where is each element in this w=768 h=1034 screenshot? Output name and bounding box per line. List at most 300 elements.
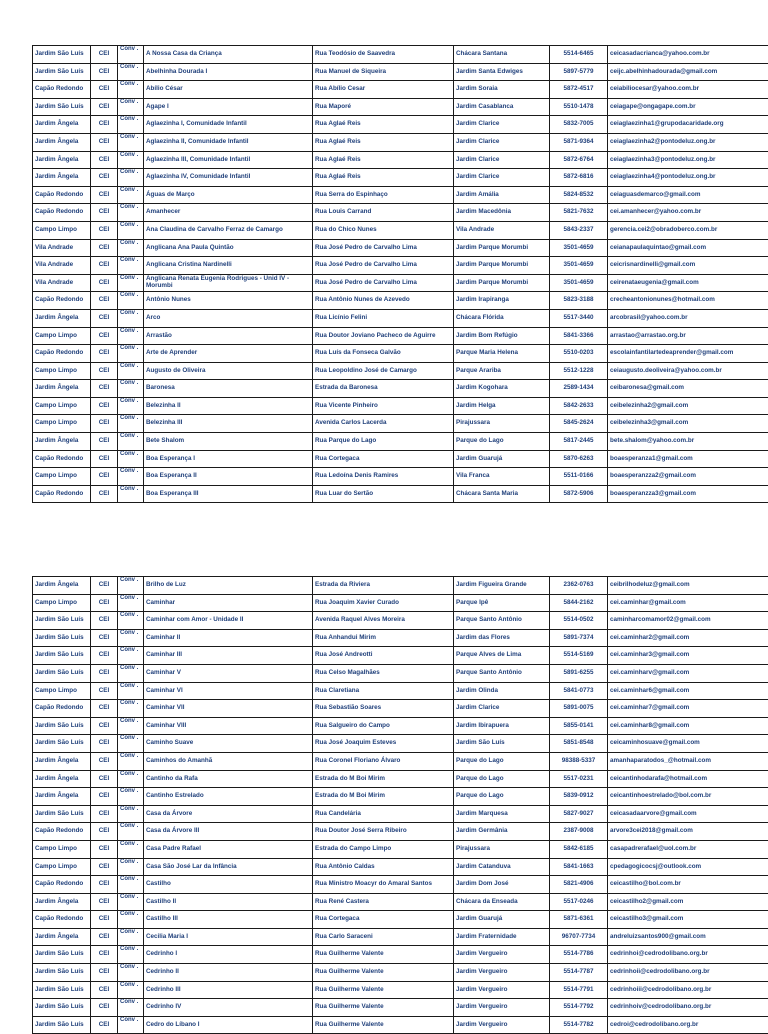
schools-table-top xyxy=(32,45,768,503)
neighborhood-cell: Jardim Parque Morumbi xyxy=(454,257,550,275)
type-cell: CEI xyxy=(91,876,118,894)
district-cell: Jardim Ângela xyxy=(33,433,91,451)
school-name-cell: A Nossa Casa da Criança xyxy=(144,46,313,64)
street-cell: Rua Guilherme Valente xyxy=(313,999,454,1017)
email-cell: ceiaglaezinha1@grupodacaridade.org xyxy=(608,116,768,134)
neighborhood-cell: Pirajussara xyxy=(454,840,550,858)
table-row xyxy=(33,81,768,99)
neighborhood-cell: Jardim São Luís xyxy=(454,735,550,753)
phone-cell: 5821-7632 xyxy=(550,204,608,222)
type-cell: CEI xyxy=(91,221,118,239)
table-row xyxy=(33,485,768,503)
neighborhood-cell: Chácara da Enseada xyxy=(454,893,550,911)
conv-cell: Conv . xyxy=(118,257,144,275)
conv-cell: Conv . xyxy=(118,735,144,753)
street-cell: Rua Antônio Caldas xyxy=(313,858,454,876)
conv-cell: Conv . xyxy=(118,876,144,894)
phone-cell: 5872-6816 xyxy=(550,169,608,187)
email-cell: ceicastilho@bol.com.br xyxy=(608,876,768,894)
email-cell: cedrinhoiv@cedrodolibano.org.br xyxy=(608,999,768,1017)
district-cell: Jardim Ângela xyxy=(33,928,91,946)
conv-cell: Conv . xyxy=(118,788,144,806)
conv-cell: Conv . xyxy=(118,397,144,415)
school-name-cell: Abelhinha Dourada I xyxy=(144,63,313,81)
neighborhood-cell: Parque do Lago xyxy=(454,788,550,806)
email-cell: cei.caminhar@gmail.com xyxy=(608,594,768,612)
street-cell: Rua Maporé xyxy=(313,98,454,116)
phone-cell: 5514-5169 xyxy=(550,647,608,665)
district-cell: Jardim Ângela xyxy=(33,752,91,770)
email-cell: caminharcomamor02@gmail.com xyxy=(608,612,768,630)
phone-cell: 5842-2633 xyxy=(550,397,608,415)
neighborhood-cell: Jardim Bom Refúgio xyxy=(454,327,550,345)
phone-cell: 5891-7374 xyxy=(550,629,608,647)
street-cell: Estrada do M Boi Mirim xyxy=(313,788,454,806)
street-cell: Rua Joaquim Xavier Curado xyxy=(313,594,454,612)
type-cell: CEI xyxy=(91,805,118,823)
conv-cell: Conv . xyxy=(118,221,144,239)
district-cell: Jardim Ângela xyxy=(33,788,91,806)
neighborhood-cell: Jardim Vergueiro xyxy=(454,946,550,964)
type-cell: CEI xyxy=(91,63,118,81)
neighborhood-cell: Jardim Amália xyxy=(454,186,550,204)
school-name-cell: Caminhar VIII xyxy=(144,717,313,735)
table-row xyxy=(33,327,768,345)
phone-cell: 5855-0141 xyxy=(550,717,608,735)
table-row xyxy=(33,98,768,116)
school-name-cell: Aglaezinha IV, Comunidade Infantil xyxy=(144,169,313,187)
email-cell: arrastao@arrastao.org.br xyxy=(608,327,768,345)
phone-cell: 5832-7005 xyxy=(550,116,608,134)
email-cell: cedrinhoi@cedrodolibano.org.br xyxy=(608,946,768,964)
school-name-cell: Boa Esperança II xyxy=(144,468,313,486)
school-name-cell: Caminhar VI xyxy=(144,682,313,700)
table-row xyxy=(33,594,768,612)
neighborhood-cell: Jardim Clarice xyxy=(454,151,550,169)
email-cell: cedrinhoiii@cedrodolibano.org.br xyxy=(608,981,768,999)
table-row xyxy=(33,433,768,451)
neighborhood-cell: Parque Santo Antônio xyxy=(454,664,550,682)
street-cell: Rua Licínio Felini xyxy=(313,309,454,327)
district-cell: Campo Limpo xyxy=(33,327,91,345)
neighborhood-cell: Jardim Parque Morumbi xyxy=(454,274,550,292)
email-cell: ceijc.abelhinhadourada@gmail.com xyxy=(608,63,768,81)
email-cell: ceiaugusto.deoliveira@yahoo.com.br xyxy=(608,362,768,380)
conv-cell: Conv . xyxy=(118,239,144,257)
type-cell: CEI xyxy=(91,433,118,451)
phone-cell: 5817-2445 xyxy=(550,433,608,451)
school-name-cell: Águas de Março xyxy=(144,186,313,204)
email-cell: ceibaronesa@gmail.com xyxy=(608,380,768,398)
school-name-cell: Caminhar xyxy=(144,594,313,612)
conv-cell: Conv . xyxy=(118,911,144,929)
phone-cell: 5844-2162 xyxy=(550,594,608,612)
type-cell: CEI xyxy=(91,682,118,700)
street-cell: Rua Vicente Pinheiro xyxy=(313,397,454,415)
table-row xyxy=(33,116,768,134)
table-row xyxy=(33,274,768,292)
type-cell: CEI xyxy=(91,735,118,753)
email-cell: cei.amanhecer@yahoo.com.br xyxy=(608,204,768,222)
district-cell: Vila Andrade xyxy=(33,274,91,292)
email-cell: ceicrisnardinelli@gmail.com xyxy=(608,257,768,275)
district-cell: Jardim Ângela xyxy=(33,116,91,134)
phone-cell: 2362-0763 xyxy=(550,577,608,595)
table-row xyxy=(33,876,768,894)
school-name-cell: Ana Claudina de Carvalho Ferraz de Camargo xyxy=(144,221,313,239)
email-cell: andreluizsantos900@gmail.com xyxy=(608,928,768,946)
street-cell: Rua Aglaé Reis xyxy=(313,169,454,187)
district-cell: Campo Limpo xyxy=(33,362,91,380)
school-name-cell: Arco xyxy=(144,309,313,327)
school-name-cell: Augusto de Oliveira xyxy=(144,362,313,380)
neighborhood-cell: Jardim Dom José xyxy=(454,876,550,894)
neighborhood-cell: Jardim das Flores xyxy=(454,629,550,647)
district-cell: Vila Andrade xyxy=(33,257,91,275)
neighborhood-cell: Pirajussara xyxy=(454,415,550,433)
street-cell: Rua Teodósio de Saavedra xyxy=(313,46,454,64)
table-row xyxy=(33,450,768,468)
conv-cell: Conv . xyxy=(118,964,144,982)
conv-cell: Conv . xyxy=(118,450,144,468)
school-name-cell: Anglicana Renata Eugenia Rodrigues - Unid IV - Morumbi xyxy=(144,274,313,292)
phone-cell: 5511-0166 xyxy=(550,468,608,486)
district-cell: Jardim São Luís xyxy=(33,981,91,999)
neighborhood-cell: Jardim Vergueiro xyxy=(454,999,550,1017)
conv-cell: Conv . xyxy=(118,81,144,99)
email-cell: crecheantonionunes@hotmail.com xyxy=(608,292,768,310)
school-name-cell: Cantinho Estrelado xyxy=(144,788,313,806)
neighborhood-cell: Jardim Clarice xyxy=(454,116,550,134)
district-cell: Campo Limpo xyxy=(33,468,91,486)
type-cell: CEI xyxy=(91,612,118,630)
type-cell: CEI xyxy=(91,309,118,327)
street-cell: Rua Celso Magalhães xyxy=(313,664,454,682)
street-cell: Rua José Joaquim Esteves xyxy=(313,735,454,753)
street-cell: Rua José Andreotti xyxy=(313,647,454,665)
conv-cell: Conv . xyxy=(118,981,144,999)
district-cell: Jardim São Luís xyxy=(33,735,91,753)
email-cell: boaesperanzza3@gmail.com xyxy=(608,485,768,503)
school-name-cell: Cedrinho IV xyxy=(144,999,313,1017)
district-cell: Jardim São Luís xyxy=(33,964,91,982)
phone-cell: 5514-7782 xyxy=(550,1016,608,1034)
conv-cell: Conv . xyxy=(118,380,144,398)
table-row xyxy=(33,823,768,841)
email-cell: cedroi@cedrodolibano.org.br xyxy=(608,1016,768,1034)
type-cell: CEI xyxy=(91,204,118,222)
school-name-cell: Belezinha II xyxy=(144,397,313,415)
school-name-cell: Caminhos do Amanhã xyxy=(144,752,313,770)
conv-cell: Conv . xyxy=(118,169,144,187)
school-name-cell: Castilho III xyxy=(144,911,313,929)
email-cell: ceianapaulaquintao@gmail.com xyxy=(608,239,768,257)
table-row xyxy=(33,752,768,770)
district-cell: Jardim São Luís xyxy=(33,664,91,682)
email-cell: cei.caminhar6@gmail.com xyxy=(608,682,768,700)
email-cell: ceicasadacrianca@yahoo.com.br xyxy=(608,46,768,64)
neighborhood-cell: Jardim Kogohara xyxy=(454,380,550,398)
type-cell: CEI xyxy=(91,893,118,911)
table-row xyxy=(33,893,768,911)
type-cell: CEI xyxy=(91,946,118,964)
conv-cell: Conv . xyxy=(118,133,144,151)
email-cell: ceicastilho2@gmail.com xyxy=(608,893,768,911)
phone-cell: 3501-4659 xyxy=(550,239,608,257)
conv-cell: Conv . xyxy=(118,893,144,911)
school-name-cell: Casa da Árvore III xyxy=(144,823,313,841)
neighborhood-cell: Vila Andrade xyxy=(454,221,550,239)
district-cell: Jardim Ângela xyxy=(33,380,91,398)
district-cell: Capão Redondo xyxy=(33,345,91,363)
school-name-cell: Castilho xyxy=(144,876,313,894)
phone-cell: 5514-7786 xyxy=(550,946,608,964)
conv-cell: Conv . xyxy=(118,840,144,858)
conv-cell: Conv . xyxy=(118,823,144,841)
email-cell: cei.caminhar8@gmail.com xyxy=(608,717,768,735)
school-name-cell: Castilho II xyxy=(144,893,313,911)
conv-cell: Conv . xyxy=(118,63,144,81)
type-cell: CEI xyxy=(91,788,118,806)
table-row xyxy=(33,911,768,929)
district-cell: Campo Limpo xyxy=(33,594,91,612)
table-row xyxy=(33,63,768,81)
district-cell: Capão Redondo xyxy=(33,823,91,841)
type-cell: CEI xyxy=(91,928,118,946)
phone-cell: 5871-6361 xyxy=(550,911,608,929)
district-cell: Campo Limpo xyxy=(33,840,91,858)
email-cell: ceibelezinha2@gmail.com xyxy=(608,397,768,415)
table-row xyxy=(33,700,768,718)
email-cell: cpedagogicocsj@outlook.com xyxy=(608,858,768,876)
type-cell: CEI xyxy=(91,345,118,363)
school-name-cell: Boa Esperança I xyxy=(144,450,313,468)
phone-cell: 5839-0912 xyxy=(550,788,608,806)
neighborhood-cell: Parque do Lago xyxy=(454,770,550,788)
email-cell: ceirenataeugenia@gmail.com xyxy=(608,274,768,292)
street-cell: Rua Ministro Moacyr do Amaral Santos xyxy=(313,876,454,894)
phone-cell: 5845-2624 xyxy=(550,415,608,433)
school-name-cell: Caminhar VII xyxy=(144,700,313,718)
district-cell: Jardim São Luís xyxy=(33,1016,91,1034)
type-cell: CEI xyxy=(91,397,118,415)
school-name-cell: Aglaezinha I, Comunidade Infantil xyxy=(144,116,313,134)
email-cell: ceiaglaezinha3@pontodeluz.ong.br xyxy=(608,151,768,169)
neighborhood-cell: Jardim Clarice xyxy=(454,700,550,718)
table-row xyxy=(33,858,768,876)
conv-cell: Conv . xyxy=(118,612,144,630)
street-cell: Rua René Castera xyxy=(313,893,454,911)
type-cell: CEI xyxy=(91,274,118,292)
neighborhood-cell: Parque do Lago xyxy=(454,433,550,451)
neighborhood-cell: Jardim Helga xyxy=(454,397,550,415)
street-cell: Rua Luís da Fonseca Galvão xyxy=(313,345,454,363)
type-cell: CEI xyxy=(91,380,118,398)
phone-cell: 3501-4659 xyxy=(550,257,608,275)
school-name-cell: Belezinha III xyxy=(144,415,313,433)
street-cell: Rua Aglaé Reis xyxy=(313,116,454,134)
conv-cell: Conv . xyxy=(118,928,144,946)
street-cell: Rua Aglaé Reis xyxy=(313,133,454,151)
district-cell: Vila Andrade xyxy=(33,239,91,257)
email-cell: arcobrasil@yahoo.com.br xyxy=(608,309,768,327)
table-row xyxy=(33,169,768,187)
conv-cell: Conv . xyxy=(118,485,144,503)
school-name-cell: Antônio Nunes xyxy=(144,292,313,310)
email-cell: boaesperanza1@gmail.com xyxy=(608,450,768,468)
school-name-cell: Cedrinho I xyxy=(144,946,313,964)
district-cell: Jardim Ângela xyxy=(33,309,91,327)
type-cell: CEI xyxy=(91,327,118,345)
phone-cell: 5891-0075 xyxy=(550,700,608,718)
street-cell: Rua Guilherme Valente xyxy=(313,964,454,982)
phone-cell: 96707-7734 xyxy=(550,928,608,946)
email-cell: gerencia.cei2@obradoberco.com.br xyxy=(608,221,768,239)
school-name-cell: Cedrinho II xyxy=(144,964,313,982)
district-cell: Jardim São Luís xyxy=(33,612,91,630)
school-name-cell: Casa São José Lar da Infância xyxy=(144,858,313,876)
neighborhood-cell: Jardim Clarice xyxy=(454,169,550,187)
district-cell: Capão Redondo xyxy=(33,485,91,503)
table-row xyxy=(33,682,768,700)
district-cell: Capão Redondo xyxy=(33,911,91,929)
neighborhood-cell: Jardim Santa Edwiges xyxy=(454,63,550,81)
phone-cell: 5841-3366 xyxy=(550,327,608,345)
neighborhood-cell: Jardim Figueira Grande xyxy=(454,577,550,595)
district-cell: Jardim Ângela xyxy=(33,169,91,187)
conv-cell: Conv . xyxy=(118,858,144,876)
email-cell: ceiaglaezinha4@pontodeluz.ong.br xyxy=(608,169,768,187)
neighborhood-cell: Parque Alves de Lima xyxy=(454,647,550,665)
type-cell: CEI xyxy=(91,964,118,982)
school-name-cell: Cedrinho III xyxy=(144,981,313,999)
table-row xyxy=(33,309,768,327)
type-cell: CEI xyxy=(91,98,118,116)
street-cell: Rua Aglaé Reis xyxy=(313,151,454,169)
conv-cell: Conv . xyxy=(118,577,144,595)
neighborhood-cell: Jardim Casablanca xyxy=(454,98,550,116)
neighborhood-cell: Jardim Germânia xyxy=(454,823,550,841)
district-cell: Capão Redondo xyxy=(33,204,91,222)
district-cell: Capão Redondo xyxy=(33,186,91,204)
type-cell: CEI xyxy=(91,629,118,647)
phone-cell: 2387-9008 xyxy=(550,823,608,841)
school-name-cell: Casa Padre Rafael xyxy=(144,840,313,858)
email-cell: ceiaguasdemarco@gmail.com xyxy=(608,186,768,204)
district-cell: Jardim São Luís xyxy=(33,63,91,81)
phone-cell: 98388-5337 xyxy=(550,752,608,770)
street-cell: Estrada do Campo Limpo xyxy=(313,840,454,858)
school-name-cell: Casa da Árvore xyxy=(144,805,313,823)
phone-cell: 5871-9364 xyxy=(550,133,608,151)
school-name-cell: Caminhar III xyxy=(144,647,313,665)
street-cell: Rua Abílio Cesar xyxy=(313,81,454,99)
neighborhood-cell: Parque Santo Antônio xyxy=(454,612,550,630)
phone-cell: 5823-3188 xyxy=(550,292,608,310)
phone-cell: 5824-8532 xyxy=(550,186,608,204)
phone-cell: 5843-2337 xyxy=(550,221,608,239)
neighborhood-cell: Jardim Ibirapuera xyxy=(454,717,550,735)
school-name-cell: Abílio César xyxy=(144,81,313,99)
neighborhood-cell: Jardim Vergueiro xyxy=(454,1016,550,1034)
phone-cell: 5514-7792 xyxy=(550,999,608,1017)
type-cell: CEI xyxy=(91,116,118,134)
conv-cell: Conv . xyxy=(118,946,144,964)
street-cell: Estrada da Riviera xyxy=(313,577,454,595)
street-cell: Rua Coronel Floriano Álvaro xyxy=(313,752,454,770)
type-cell: CEI xyxy=(91,415,118,433)
phone-cell: 5517-0246 xyxy=(550,893,608,911)
type-cell: CEI xyxy=(91,664,118,682)
street-cell: Rua Cortegaca xyxy=(313,450,454,468)
type-cell: CEI xyxy=(91,647,118,665)
conv-cell: Conv . xyxy=(118,805,144,823)
table-row xyxy=(33,239,768,257)
conv-cell: Conv . xyxy=(118,700,144,718)
table-row xyxy=(33,397,768,415)
neighborhood-cell: Jardim Soraia xyxy=(454,81,550,99)
email-cell: cei.caminharv@gmail.com xyxy=(608,664,768,682)
street-cell: Rua Candelária xyxy=(313,805,454,823)
street-cell: Rua Guilherme Valente xyxy=(313,981,454,999)
phone-cell: 5514-7787 xyxy=(550,964,608,982)
table-row xyxy=(33,151,768,169)
type-cell: CEI xyxy=(91,485,118,503)
type-cell: CEI xyxy=(91,81,118,99)
table-row xyxy=(33,612,768,630)
type-cell: CEI xyxy=(91,362,118,380)
district-cell: Jardim Ângela xyxy=(33,893,91,911)
neighborhood-cell: Jardim Guarujá xyxy=(454,911,550,929)
email-cell: ceiagape@ongagape.com.br xyxy=(608,98,768,116)
district-cell: Campo Limpo xyxy=(33,415,91,433)
street-cell: Rua Manuel de Siqueira xyxy=(313,63,454,81)
district-cell: Jardim Ângela xyxy=(33,151,91,169)
conv-cell: Conv . xyxy=(118,752,144,770)
email-cell: ceibelezinha3@gmail.com xyxy=(608,415,768,433)
conv-cell: Conv . xyxy=(118,46,144,64)
neighborhood-cell: Vila Franca xyxy=(454,468,550,486)
street-cell: Rua do Chico Nunes xyxy=(313,221,454,239)
street-cell: Rua Louis Carrand xyxy=(313,204,454,222)
conv-cell: Conv . xyxy=(118,327,144,345)
table-row xyxy=(33,664,768,682)
school-name-cell: Caminhar V xyxy=(144,664,313,682)
street-cell: Avenida Raquel Alves Moreira xyxy=(313,612,454,630)
conv-cell: Conv . xyxy=(118,1016,144,1034)
schools-table-top-body xyxy=(33,46,768,503)
neighborhood-cell: Jardim Guarujá xyxy=(454,450,550,468)
street-cell: Rua Guilherme Valente xyxy=(313,946,454,964)
street-cell: Rua Carlo Saraceni xyxy=(313,928,454,946)
table-row xyxy=(33,362,768,380)
street-cell: Rua Guilherme Valente xyxy=(313,1016,454,1034)
type-cell: CEI xyxy=(91,169,118,187)
type-cell: CEI xyxy=(91,1016,118,1034)
phone-cell: 5872-6764 xyxy=(550,151,608,169)
email-cell: amanhaparatodos_@hotmail.com xyxy=(608,752,768,770)
email-cell: cei.caminhar3@gmail.com xyxy=(608,647,768,665)
table-row xyxy=(33,840,768,858)
district-cell: Jardim São Luís xyxy=(33,46,91,64)
conv-cell: Conv . xyxy=(118,647,144,665)
street-cell: Rua Doutor José Serra Ribeiro xyxy=(313,823,454,841)
district-cell: Jardim São Luís xyxy=(33,946,91,964)
school-name-cell: Caminho Suave xyxy=(144,735,313,753)
phone-cell: 2589-1434 xyxy=(550,380,608,398)
street-cell: Estrada da Baronesa xyxy=(313,380,454,398)
email-cell: arvore3cei2018@gmail.com xyxy=(608,823,768,841)
